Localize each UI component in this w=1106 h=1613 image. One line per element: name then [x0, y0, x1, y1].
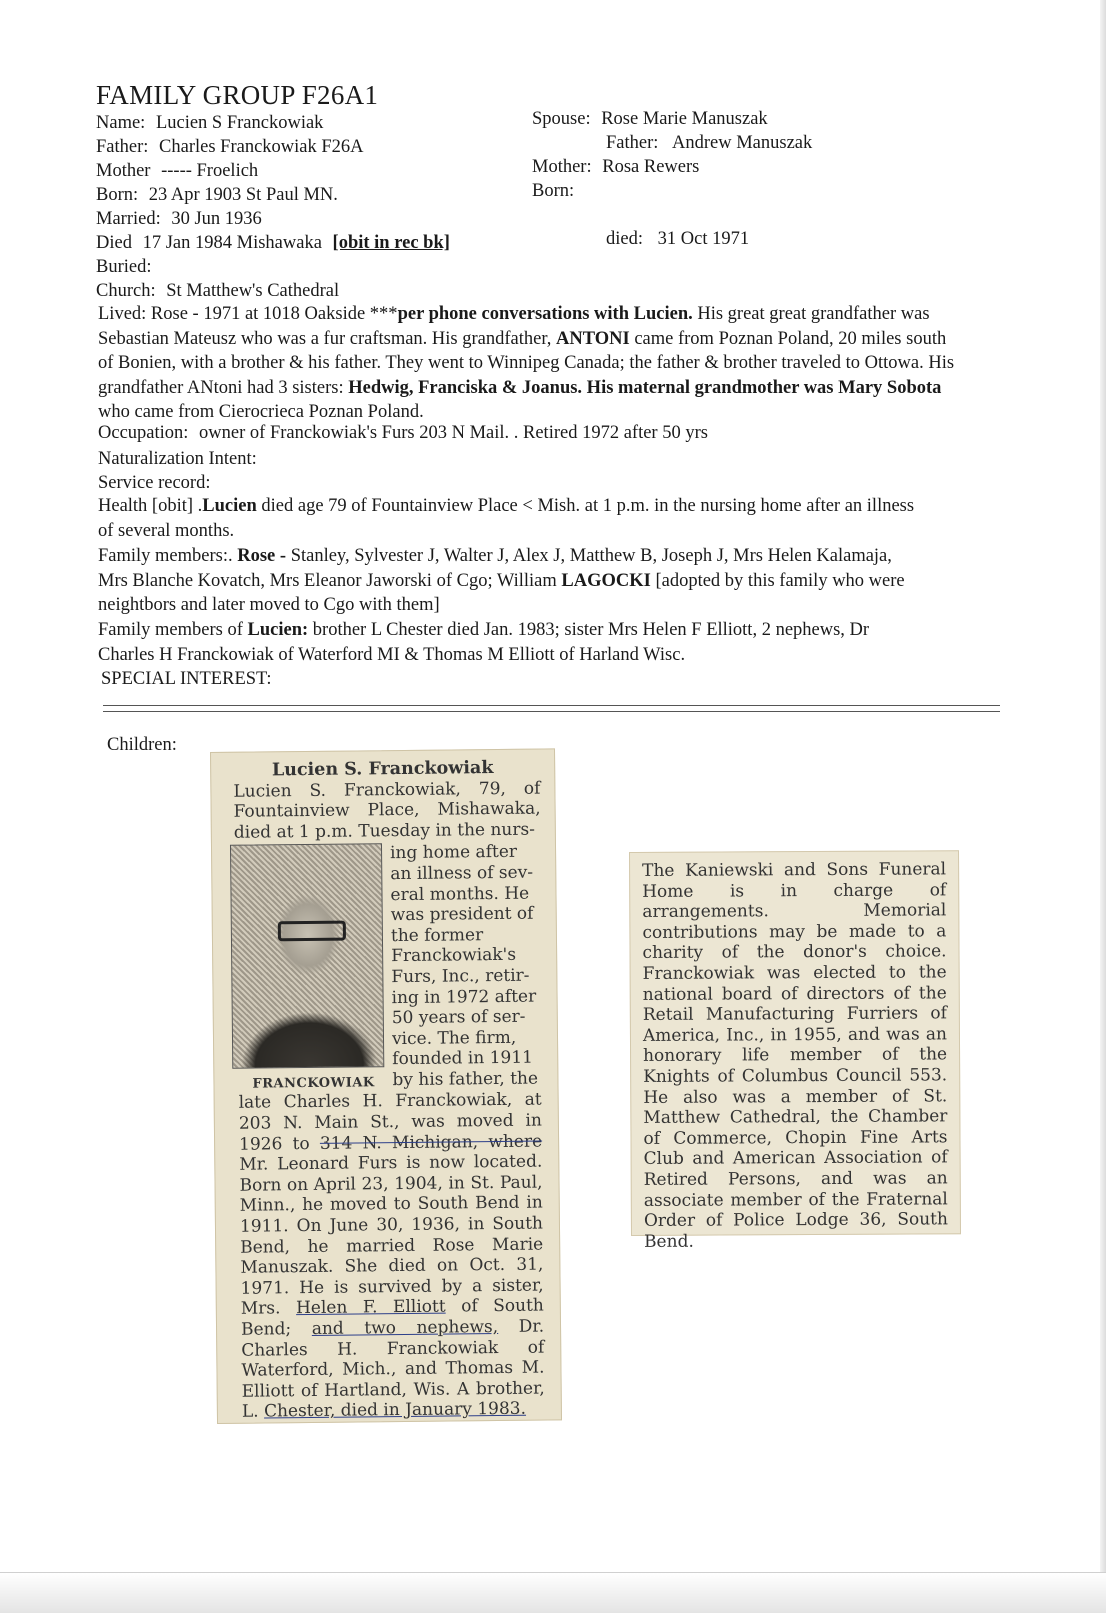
- spouse-label: Spouse:: [532, 109, 591, 129]
- clipping-underlined-3: Chester, died in January 1983.: [263, 1399, 527, 1422]
- died-label: Died: [96, 233, 132, 253]
- married-value: 30 Jun 1936: [171, 209, 262, 229]
- family-text-1: Stanley, Sylvester J, Walter J, Alex J, Matthew B, Joseph J, Mrs Helen Kalamaja, Mrs Blanche Kovatch, Mrs Eleanor Jaworski of Cgo; William: [98, 546, 892, 591]
- spouse-died-value: 31 Oct 1971: [657, 229, 750, 249]
- church-value: St Matthew's Cathedral: [166, 281, 340, 301]
- married-label: Married:: [96, 209, 161, 229]
- side-line: vice. The firm,: [391, 1027, 517, 1049]
- spouse-mother-value: Rosa Rewers: [602, 157, 700, 177]
- side-line: by his father, the: [392, 1068, 539, 1091]
- clipping-underlined-1: Helen F. Elliott: [295, 1296, 446, 1319]
- family-members-paragraph: [98, 544, 924, 618]
- health-label: Health [obit] .: [98, 496, 203, 516]
- lived-bold-2: ANTONI: [556, 328, 630, 349]
- clipping-headline: Lucien S. Franckowiak: [271, 758, 494, 781]
- side-line: 50 years of ser-: [391, 1006, 526, 1029]
- naturalization-label: Naturalization Intent:: [98, 449, 257, 469]
- page-bottom-edge: [0, 1572, 1106, 1613]
- page-title: FAMILY GROUP F26A1: [96, 80, 379, 110]
- spouse-father-row: [606, 132, 812, 154]
- buried-row: [96, 256, 152, 278]
- spouse-died-label: died:: [606, 229, 643, 249]
- clipping-body-d: Dr. Charles H. Franckowiak of Waterford, Mich., and Thomas M. Elliott of Hartland, Wis. A brother, L.: [241, 1316, 545, 1422]
- side-line: ing home after: [389, 842, 518, 864]
- lived-text-2: His great great grandfather was Sebastian Mateusz who was a fur craftsman. His grandfather,: [98, 304, 930, 349]
- health-bold: Lucien: [202, 496, 257, 516]
- spouse-mother-label: Mother:: [532, 157, 592, 177]
- obit-reference-link[interactable]: [obit in rec bk]: [332, 233, 450, 253]
- side-line: founded in 1911: [392, 1047, 534, 1070]
- father-row: [96, 136, 364, 158]
- family2-label: Family members of: [98, 620, 243, 640]
- special-interest: SPECIAL INTEREST:: [101, 669, 272, 689]
- family-label: Family members:.: [98, 546, 233, 566]
- mother-row: [96, 160, 258, 182]
- church-label: Church:: [96, 281, 156, 301]
- family-text-2: [adopted by this family who were neightbors and later moved to Cgo with them]: [98, 570, 905, 615]
- service-label: Service record:: [98, 473, 211, 493]
- occupation-label: Occupation:: [98, 423, 189, 443]
- family-bold-lagocki: LAGOCKI: [561, 570, 651, 591]
- side-line: eral months. He: [390, 883, 530, 905]
- lived-text-3: came from Poznan Poland, 20 miles south of Bonien, with a brother & his father. They went to Winnipeg Canada; the father & brother traveled to Ottowa. His grandfather ANtoni had 3 sisters:: [98, 328, 955, 398]
- name-value: Lucien S Franckowiak: [155, 113, 324, 133]
- mother-value: ----- Froelich: [161, 161, 259, 181]
- married-row: [96, 208, 262, 230]
- family2-text: brother L Chester died Jan. 1983; sister Mrs Helen F Elliott, 2 nephews, Dr Charles H Franckowiak of Waterford MI & Thomas M Elliott of Harland Wisc.: [98, 620, 870, 665]
- side-line: an illness of sev-: [390, 862, 534, 885]
- family-of-lucien-paragraph: [98, 618, 924, 667]
- clipping-side-column: [390, 842, 541, 1091]
- name-row: [96, 112, 323, 134]
- children-label: Children:: [107, 735, 177, 755]
- spouse-born-label: Born:: [532, 181, 575, 201]
- occupation-value: owner of Franckowiak's Furs 203 N Mail. . Retired 1972 after 50 yrs: [199, 423, 708, 443]
- side-line: Franckowiak's: [391, 945, 517, 967]
- clipping-struck-text: 314 N. Michigan, where: [319, 1131, 543, 1154]
- clipping2-text: The Kaniewski and Sons Funeral Home is in charge of arrangements. Memorial contributions may be made to a charity of the donor's choice. Franckowiak was elected to the national board of directors of the Retail Manufacturing Furriers of America, Inc., in 1955, and was an honorary life member of the Knights of Columbus Council 553. He also was a member of St. Matthew Cathedral, the Chamber of Commerce, Chopin Fine Arts Club and American Association of Retired Persons, and was an associate member of the Fraternal Order of Police Lodge 36, South Bend.: [642, 859, 948, 1252]
- spouse-father-label: Father:: [606, 133, 659, 153]
- clipping-photo-section: [212, 842, 558, 1094]
- died-row: [96, 232, 450, 254]
- mother-label: Mother: [96, 161, 151, 181]
- portrait-glasses: [278, 921, 346, 942]
- buried-label: Buried:: [96, 257, 152, 277]
- occupation-row: [98, 422, 708, 444]
- side-line: the former: [390, 924, 484, 946]
- lived-text-4: who came from Cierocrieca Poznan Poland.: [98, 402, 424, 422]
- father-label: Father:: [96, 137, 149, 157]
- photo-caption: FRANCKOWIAK: [252, 1075, 375, 1092]
- naturalization-row: [98, 448, 257, 470]
- side-line: was president of: [390, 903, 534, 926]
- lived-paragraph: [98, 302, 964, 425]
- family2-bold: Lucien:: [247, 620, 309, 640]
- church-row: [96, 280, 339, 302]
- lived-bold-1: per phone conversations with Lucien.: [397, 304, 693, 324]
- lived-label: Lived:: [98, 304, 147, 324]
- spouse-mother-row: [532, 156, 699, 178]
- portrait-photo: [230, 844, 384, 1070]
- family-bold-rose: Rose -: [237, 546, 287, 566]
- clipping-body: [215, 1090, 561, 1423]
- spouse-value: Rose Marie Manuszak: [601, 109, 768, 129]
- clipping-body-c: of South Bend;: [240, 1295, 544, 1340]
- born-value: 23 Apr 1903 St Paul MN.: [148, 185, 338, 205]
- obituary-clipping-main: [210, 748, 562, 1424]
- spouse-father-value: Andrew Manuszak: [672, 133, 813, 153]
- service-row: [98, 472, 210, 494]
- obituary-clipping-continued: [629, 850, 961, 1252]
- spouse-row: [532, 108, 768, 130]
- page-edge-shadow: [1100, 0, 1106, 1613]
- side-line: ing in 1972 after: [391, 986, 537, 1008]
- spouse-died-row: [606, 228, 749, 250]
- died-value: 17 Jan 1984 Mishawaka: [142, 233, 322, 253]
- lived-text-1: Rose - 1971 at 1018 Oakside ***: [150, 304, 398, 324]
- health-paragraph: [98, 494, 918, 543]
- clipping-body-b: Mr. Leonard Furs is now located. Born on April 23, 1904, in St. Paul, Minn., he moved to South Bend in 1911. On June 30, 1936, in South Bend, he married Rose Marie Manuszak. She died on Oct. 31, 1971. He is survived by a sister, Mrs.: [239, 1151, 544, 1320]
- double-divider: [103, 705, 1000, 712]
- born-row: [96, 184, 338, 206]
- name-label: Name:: [96, 113, 146, 133]
- born-label: Born:: [96, 185, 139, 205]
- clipping-underlined-2: and two nephews,: [311, 1316, 499, 1339]
- clipping-body-a: late Charles H. Franckowiak, at 203 N. Main St., was moved in 1926 to: [238, 1089, 542, 1155]
- clipping-intro: Lucien S. Franckowiak, 79, of Fountainview Place, Mishawaka, died at 1 p.m. Tuesday in the nurs-: [233, 778, 541, 843]
- lived-bold-3: Hedwig, Franciska & Joanus. His maternal grandmother was Mary Sobota: [348, 377, 942, 398]
- father-value: Charles Franckowiak F26A: [159, 137, 364, 157]
- side-line: Furs, Inc., retir-: [391, 965, 530, 988]
- health-text: died age 79 of Fountainview Place < Mish. at 1 p.m. in the nursing home after an illness of several months.: [98, 496, 915, 541]
- spouse-born-row: [532, 180, 574, 202]
